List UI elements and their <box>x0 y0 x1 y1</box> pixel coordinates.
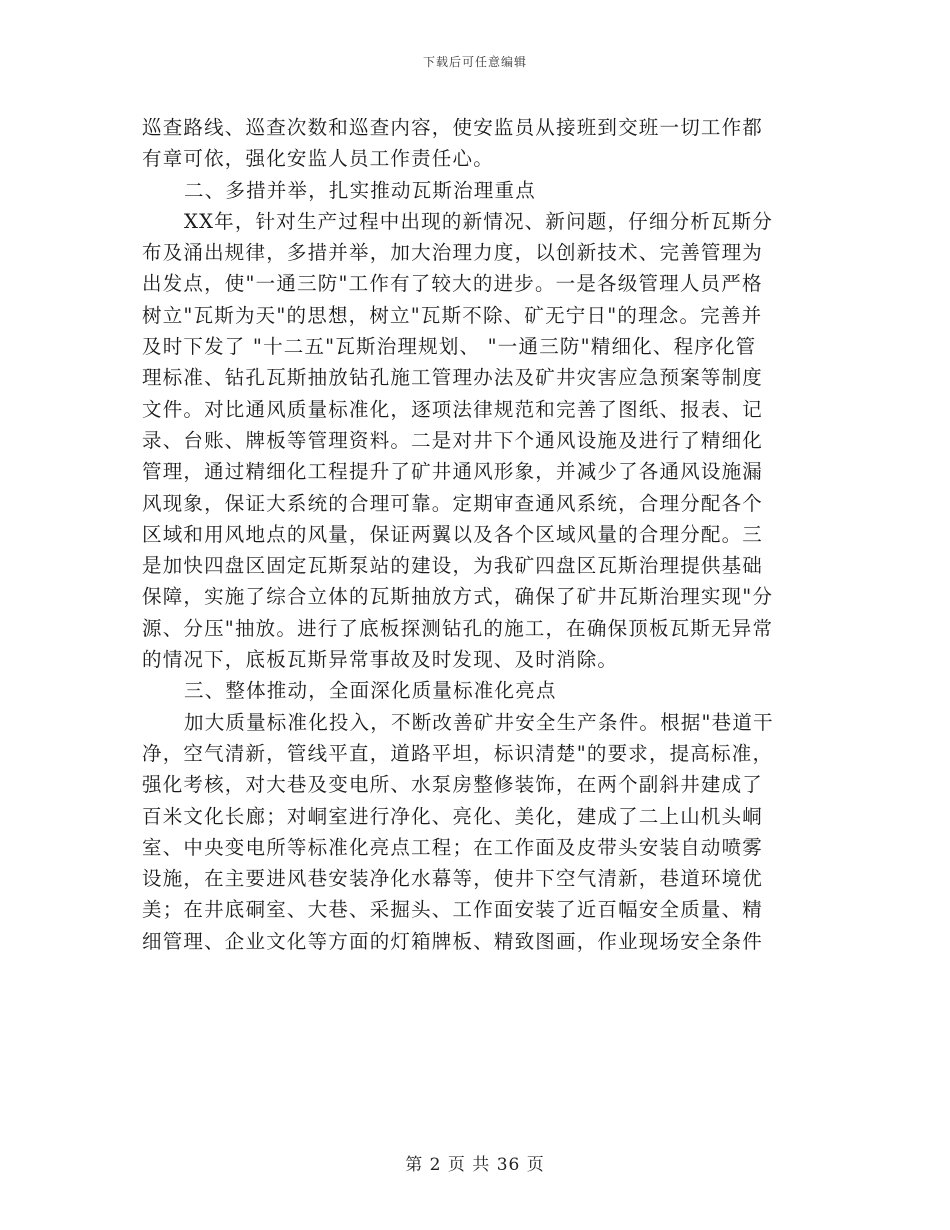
text-line: 区域和用风地点的风量，保证两翼以及各个区域风量的合理分配。三 <box>142 522 764 546</box>
text-line: 文件。对比通风质量标准化，逐项法律规范和完善了图纸、报表、记 <box>142 397 764 421</box>
page-header: 下载后可任意编辑 <box>422 55 527 69</box>
text-line: 的情况下，底板瓦斯异常事故及时发现、及时消除。 <box>142 648 619 672</box>
text-line: 百米文化长廊；对峒室进行净化、亮化、美化，建成了二上山机头峒 <box>142 804 764 828</box>
text-line: 树立"瓦斯为天"的思想，树立"瓦斯不除、矿无宁日"的理念。完善并 <box>142 303 763 327</box>
text-line: 巡查路线、巡查次数和巡查内容，使安监员从接班到交班一切工作都 <box>142 116 764 139</box>
text-line: 加大质量标准化投入，不断改善矿井安全生产条件。根据"巷道干 <box>184 710 774 734</box>
text-line: 有章可依，强化安监人员工作责任心。 <box>142 147 494 171</box>
text-line: 保障，实施了综合立体的瓦斯抽放方式，确保了矿井瓦斯治理实现"分 <box>142 585 774 609</box>
text-line: 三、整体推动，全面深化质量标准化亮点 <box>184 679 557 703</box>
text-line: 源、分压"抽放。进行了底板探测钻孔的施工，在确保顶板瓦斯无异常 <box>142 616 774 640</box>
text-line: 布及涌出规律，多措并举，加大治理力度，以创新技术、完善管理为 <box>142 241 764 265</box>
text-line: XX年，针对生产过程中出现的新情况、新问题，仔细分析瓦斯分 <box>184 209 774 233</box>
document-body <box>142 112 802 957</box>
text-line: 强化考核，对大巷及变电所、水泵房整修装饰，在两个副斜井建成了 <box>142 773 764 797</box>
text-line: 及时下发了 "十二五"瓦斯治理规划、 "一通三防"精细化、程序化管 <box>142 335 757 359</box>
text-line: 录、台账、牌板等管理资料。二是对井下个通风设施及进行了精细化 <box>142 428 764 452</box>
text-line: 室、中央变电所等标准化亮点工程；在工作面及皮带头安装自动喷雾 <box>142 835 764 859</box>
text-line: 细管理、企业文化等方面的灯箱牌板、精致图画，作业现场安全条件 <box>142 929 764 953</box>
text-line: 是加快四盘区固定瓦斯泵站的建设，为我矿四盘区瓦斯治理提供基础 <box>142 554 764 578</box>
text-line: 风现象，保证大系统的合理可靠。定期审查通风系统，合理分配各个 <box>142 491 764 515</box>
page-number-footer: 第 2 页 共 36 页 <box>405 1155 545 1175</box>
text-line: 净，空气清新，管线平直，道路平坦，标识清楚"的要求，提高标准， <box>142 741 774 765</box>
text-line: 设施，在主要进风巷安装净化水幕等，使井下空气清新，巷道环境优 <box>142 867 764 891</box>
text-line: 二、多措并举，扎实推动瓦斯治理重点 <box>184 178 536 202</box>
text-line: 理标准、钻孔瓦斯抽放钻孔施工管理办法及矿井灾害应急预案等制度 <box>142 366 764 390</box>
text-line: 管理，通过精细化工程提升了矿井通风形象，并减少了各通风设施漏 <box>142 460 764 484</box>
text-line: 出发点，使"一通三防"工作有了较大的进步。一是各级管理人员严格 <box>142 272 763 296</box>
text-line: 美；在井底硐室、大巷、采掘头、工作面安装了近百幅安全质量、精 <box>142 898 764 922</box>
